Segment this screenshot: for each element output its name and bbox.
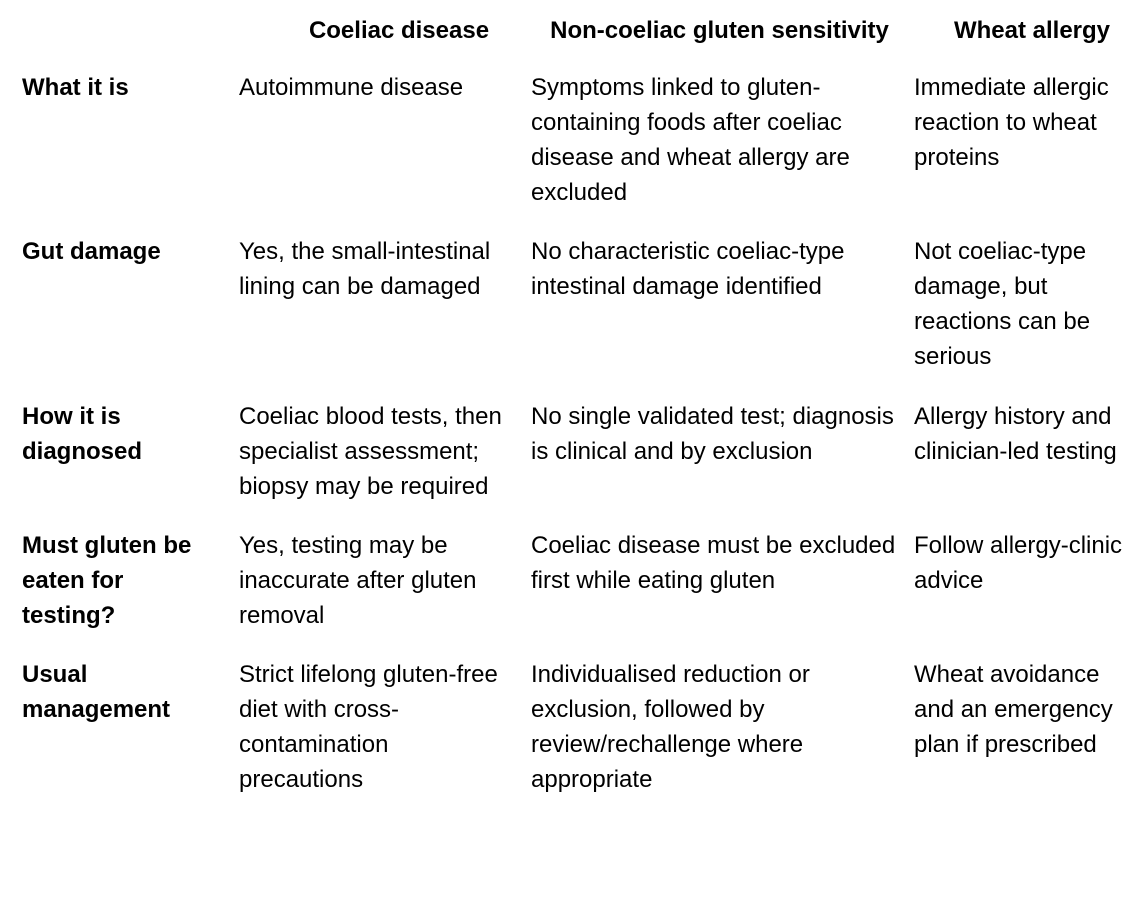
cell-coeliac: Autoimmune disease bbox=[239, 74, 464, 101]
cell-wheat-allergy: Allergy history and clinician-led testing bbox=[914, 403, 1117, 465]
table-row-what-it-is bbox=[0, 70, 1140, 234]
table-row-diagnosis bbox=[0, 399, 1140, 528]
cell-ncgs: No single validated test; diagnosis is clinical and by exclusion bbox=[531, 403, 894, 465]
row-label: Gut damage bbox=[22, 238, 161, 265]
header-corner-cell bbox=[0, 0, 231, 70]
row-label: Usual management bbox=[22, 661, 171, 723]
row-label: Must gluten be eaten for testing? bbox=[22, 532, 192, 629]
cell-coeliac: Strict lifelong gluten-free diet with cross-contamination precautions bbox=[239, 661, 498, 793]
row-label: What it is bbox=[22, 74, 129, 101]
cell-ncgs: Individualised reduction or exclusion, followed by review/rechallenge where appropriate bbox=[531, 661, 810, 793]
header-wheat-allergy: Wheat allergy bbox=[953, 17, 1111, 44]
cell-wheat-allergy: Follow allergy-clinic advice bbox=[914, 532, 1123, 594]
cell-ncgs: Symptoms linked to gluten-containing foods after coeliac disease and wheat allergy are excluded bbox=[531, 74, 850, 206]
cell-wheat-allergy: Wheat avoidance and an emergency plan if prescribed bbox=[914, 661, 1113, 758]
header-row bbox=[0, 0, 1140, 70]
table-row-gluten-for-testing bbox=[0, 528, 1140, 657]
table-row-gut-damage bbox=[0, 234, 1140, 399]
cell-wheat-allergy: Not coeliac-type damage, but reactions can be serious bbox=[914, 238, 1091, 370]
cell-ncgs: No characteristic coeliac-type intestinal damage identified bbox=[531, 238, 845, 300]
cell-wheat-allergy: Immediate allergic reaction to wheat proteins bbox=[914, 74, 1109, 171]
row-label: How it is diagnosed bbox=[22, 403, 143, 465]
cell-ncgs: Coeliac disease must be excluded first while eating gluten bbox=[531, 532, 896, 594]
header-non-coeliac-gluten-sensitivity: Non-coeliac gluten sensitivity bbox=[550, 17, 889, 44]
header-coeliac-disease: Coeliac disease bbox=[308, 17, 490, 44]
table-body bbox=[0, 70, 1140, 797]
cell-coeliac: Coeliac blood tests, then specialist assessment; biopsy may be required bbox=[239, 403, 502, 500]
cell-coeliac: Yes, the small-intestinal lining can be damaged bbox=[239, 238, 491, 300]
cell-coeliac: Yes, testing may be inaccurate after gluten removal bbox=[239, 532, 477, 629]
table-row-management bbox=[0, 657, 1140, 797]
table-header bbox=[0, 0, 1140, 70]
